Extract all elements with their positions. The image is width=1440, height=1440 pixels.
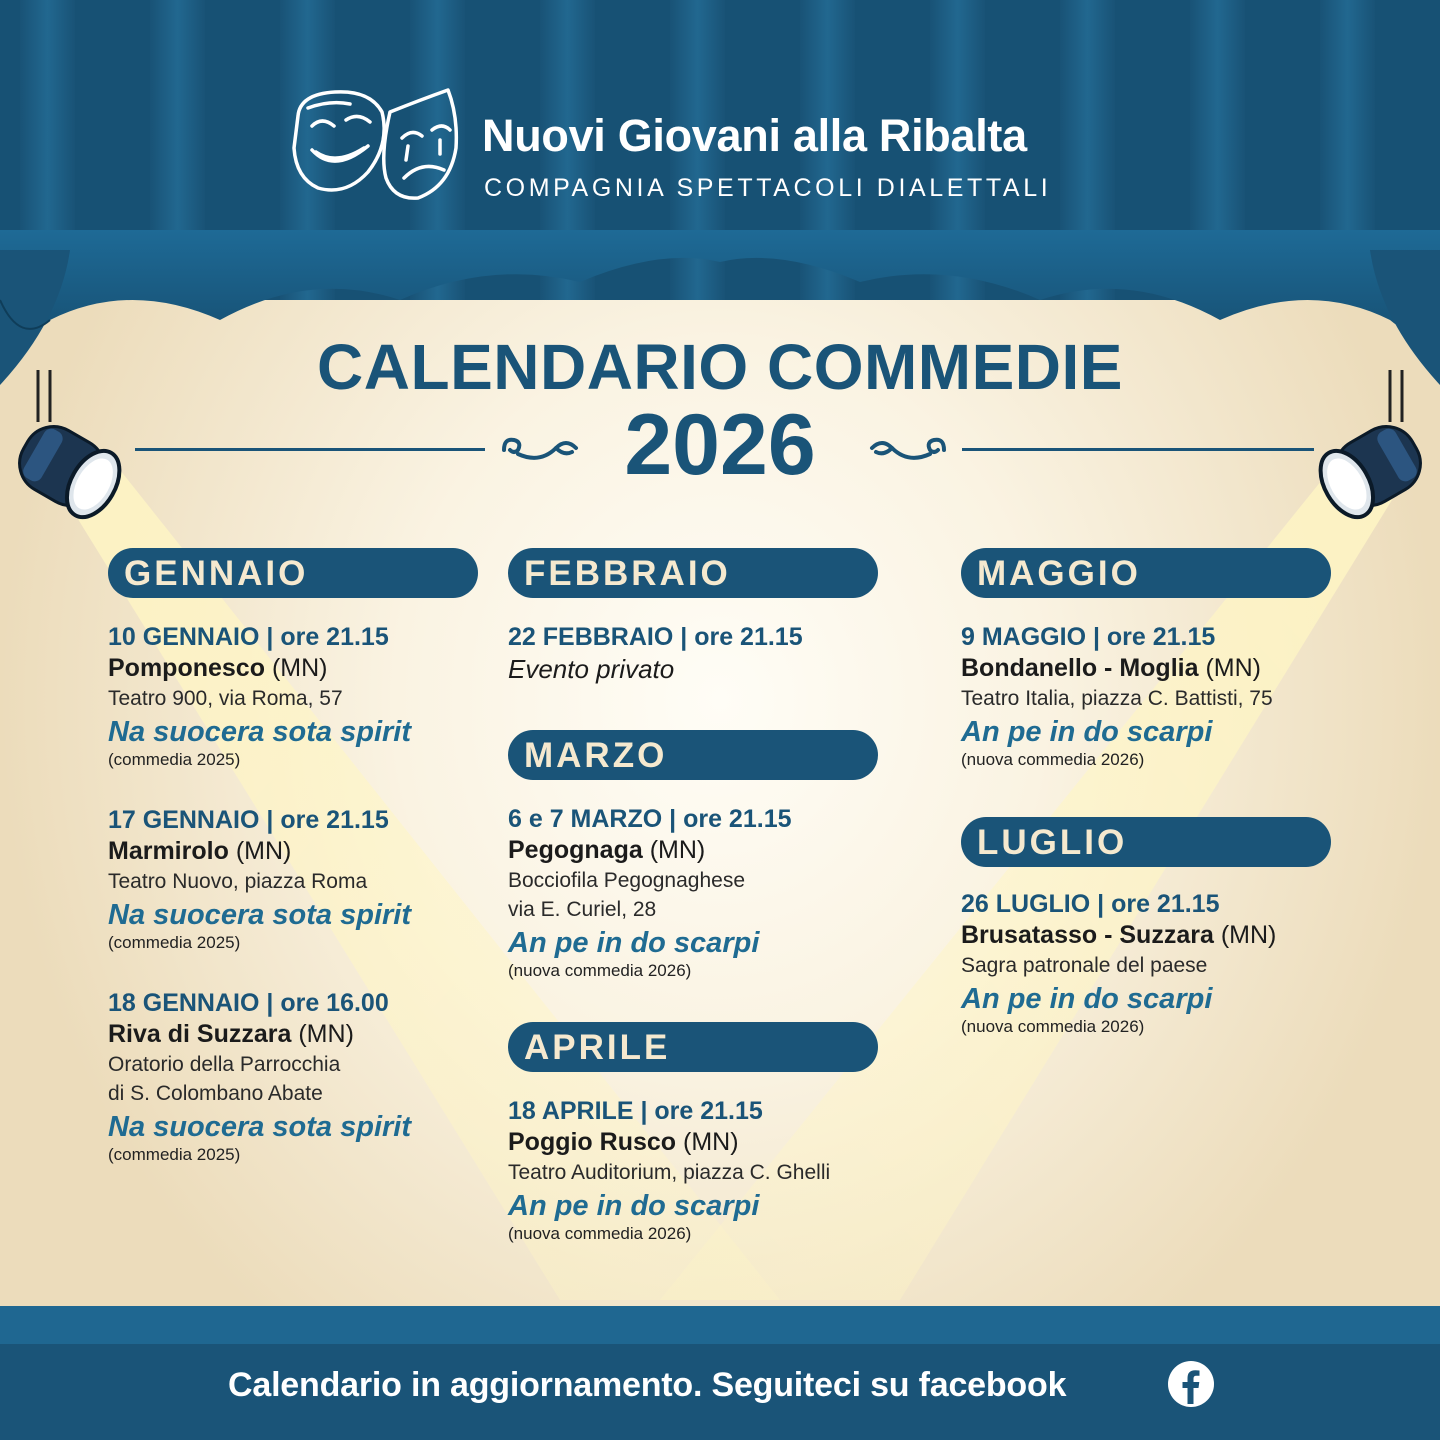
footer-text: Calendario in aggiornamento. Seguiteci su facebook	[228, 1366, 1067, 1404]
event-address: di S. Colombano Abate	[108, 1082, 323, 1105]
event-note: (nuova commedia 2026)	[961, 750, 1145, 769]
event-private: Evento privato	[508, 654, 675, 684]
event-date: 9 MAGGIO | ore 21.15	[961, 623, 1216, 651]
column-febbraio-aprile	[508, 548, 878, 1245]
column-maggio-luglio	[961, 548, 1331, 1038]
brand-header	[290, 86, 1170, 206]
theater-masks-icon	[290, 86, 460, 206]
event-show-title: An pe in do scarpi	[508, 1190, 760, 1222]
ornament-left-icon	[500, 430, 582, 468]
facebook-icon[interactable]	[1167, 1360, 1215, 1408]
event-item	[961, 622, 1331, 771]
event-note: (commedia 2025)	[108, 750, 241, 769]
event-show-title: Na suocera sota spirit	[108, 716, 411, 748]
footer	[0, 1344, 1440, 1440]
event-note: (commedia 2025)	[108, 933, 241, 952]
event-date: 22 FEBBRAIO | ore 21.15	[508, 623, 803, 651]
brand-subtitle: COMPAGNIA SPETTACOLI DIALETTALI	[484, 174, 1052, 202]
event-note: (nuova commedia 2026)	[961, 1017, 1145, 1036]
event-note: (nuova commedia 2026)	[508, 1224, 692, 1243]
event-place: Poggio Rusco (MN)	[508, 1128, 739, 1156]
event-item	[961, 889, 1331, 1038]
event-place: Riva di Suzzara (MN)	[108, 1020, 354, 1048]
event-address: Teatro Italia, piazza C. Battisti, 75	[961, 687, 1273, 710]
spotlight-right-icon	[1310, 370, 1440, 530]
year-label: 2026	[624, 397, 816, 493]
month-badge-maggio: MAGGIO	[961, 548, 1331, 598]
event-address: Teatro Nuovo, piazza Roma	[108, 870, 368, 893]
event-show-title: An pe in do scarpi	[961, 983, 1213, 1015]
event-item	[108, 988, 478, 1166]
page-title: CALENDARIO COMMEDIE	[317, 331, 1123, 403]
event-date: 10 GENNAIO | ore 21.15	[108, 623, 389, 651]
event-show-title: Na suocera sota spirit	[108, 899, 411, 931]
column-gennaio	[108, 548, 478, 1166]
event-date: 18 GENNAIO | ore 16.00	[108, 989, 389, 1017]
month-badge-aprile: APRILE	[508, 1022, 878, 1072]
event-place: Marmirolo (MN)	[108, 837, 292, 865]
event-item	[508, 1096, 878, 1245]
event-address: Teatro Auditorium, piazza C. Ghelli	[508, 1161, 831, 1184]
event-note: (nuova commedia 2026)	[508, 961, 692, 980]
ornament-right-icon	[866, 430, 948, 468]
event-show-title: An pe in do scarpi	[961, 716, 1213, 748]
event-address: Teatro 900, via Roma, 57	[108, 687, 343, 710]
event-date: 17 GENNAIO | ore 21.15	[108, 806, 389, 834]
event-address: Sagra patronale del paese	[961, 954, 1208, 977]
brand-title: Nuovi Giovani alla Ribalta	[482, 110, 1027, 161]
event-address: via E. Curiel, 28	[508, 898, 657, 921]
event-place: Bondanello - Moglia (MN)	[961, 654, 1261, 682]
month-badge-febbraio: FEBBRAIO	[508, 548, 878, 598]
divider-left	[135, 448, 485, 451]
spotlight-left-icon	[0, 370, 130, 530]
event-note: (commedia 2025)	[108, 1145, 241, 1164]
event-place: Pegognaga (MN)	[508, 836, 706, 864]
event-date: 18 APRILE | ore 21.15	[508, 1097, 763, 1125]
event-place: Brusatasso - Suzzara (MN)	[961, 921, 1277, 949]
event-show-title: Na suocera sota spirit	[108, 1111, 411, 1143]
event-show-title: An pe in do scarpi	[508, 927, 760, 959]
event-item	[508, 804, 878, 982]
event-date: 6 e 7 MARZO | ore 21.15	[508, 805, 792, 833]
month-badge-gennaio: GENNAIO	[108, 548, 478, 598]
event-item	[108, 622, 478, 771]
divider-right	[962, 448, 1314, 451]
footer-band	[0, 1306, 1440, 1344]
event-item	[508, 622, 878, 686]
event-address: Oratorio della Parrocchia	[108, 1053, 341, 1076]
event-address: Bocciofila Pegognaghese	[508, 869, 746, 892]
event-item	[108, 805, 478, 954]
event-date: 26 LUGLIO | ore 21.15	[961, 890, 1220, 918]
event-place: Pomponesco (MN)	[108, 654, 328, 682]
month-badge-marzo: MARZO	[508, 730, 878, 780]
month-badge-luglio: LUGLIO	[961, 817, 1331, 867]
